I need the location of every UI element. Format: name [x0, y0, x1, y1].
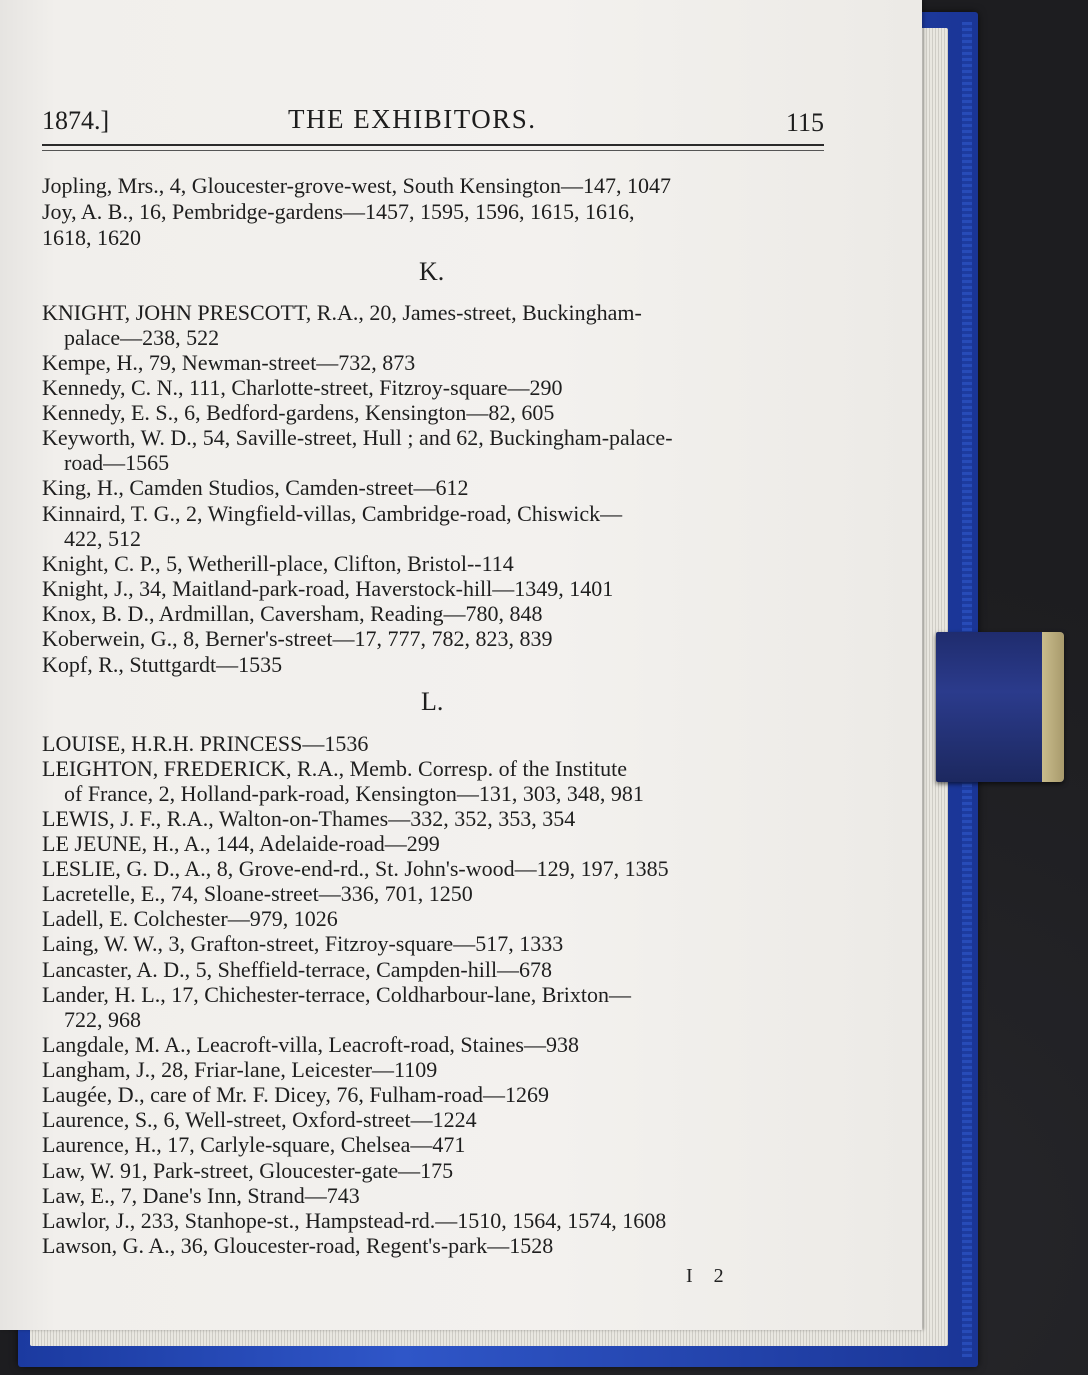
entry: Knox, B. D., Ardmillan, Caversham, Reading—780, 848 — [42, 601, 543, 626]
entry: Lancaster, A. D., 5, Sheffield-terrace, Campden-hill—678 — [42, 957, 553, 982]
entry-continuation: road—1565 — [64, 450, 170, 475]
entry: Joy, A. B., 16, Pembridge-gardens—1457, 1595, 1596, 1615, 1616, — [42, 199, 635, 224]
entry: King, H., Camden Studios, Camden-street—612 — [42, 475, 469, 500]
entry: Kempe, H., 79, Newman-street—732, 873 — [42, 350, 416, 375]
entry: Kennedy, C. N., 111, Charlotte-street, Fitzroy-square—290 — [42, 375, 563, 400]
entry: Kopf, R., Stuttgardt—1535 — [42, 652, 283, 677]
entry: LE JEUNE, H., A., 144, Adelaide-road—299 — [42, 831, 440, 856]
header-year: 1874.] — [42, 106, 110, 135]
entry: LOUISE, H.R.H. PRINCESS—1536 — [42, 731, 369, 756]
entry: Langham, J., 28, Friar-lane, Leicester—1109 — [42, 1057, 438, 1082]
entry: Ladell, E. Colchester—979, 1026 — [42, 906, 338, 931]
entry: Law, E., 7, Dane's Inn, Strand—743 — [42, 1183, 360, 1208]
entry-continuation: palace—238, 522 — [64, 325, 220, 350]
entry: Knight, J., 34, Maitland-park-road, Haverstock-hill—1349, 1401 — [42, 576, 614, 601]
entry: Laurence, H., 17, Carlyle-square, Chelsea—471 — [42, 1132, 466, 1157]
entry: Koberwein, G., 8, Berner's-street—17, 777, 782, 823, 839 — [42, 626, 553, 651]
entry: Jopling, Mrs., 4, Gloucester-grove-west, South Kensington—147, 1047 — [42, 173, 671, 198]
entry: Langdale, M. A., Leacroft-villa, Leacroft-road, Staines—938 — [42, 1032, 579, 1057]
entry: Laing, W. W., 3, Grafton-street, Fitzroy-square—517, 1333 — [42, 931, 564, 956]
entry: Kennedy, E. S., 6, Bedford-gardens, Kensington—82, 605 — [42, 400, 555, 425]
section-letter: K. — [419, 257, 445, 286]
entry: Keyworth, W. D., 54, Saville-street, Hull ; and 62, Buckingham-palace- — [42, 425, 673, 450]
header-title: THE EXHIBITORS. — [288, 104, 537, 134]
bookmark-ribbon[interactable] — [936, 632, 1064, 782]
entry-continuation: 722, 968 — [64, 1007, 141, 1032]
page-number: 115 — [785, 108, 824, 137]
entry: Lawlor, J., 233, Stanhope-st., Hampstead-rd.—1510, 1564, 1574, 1608 — [42, 1208, 667, 1233]
entry: Knight, C. P., 5, Wetherill-place, Clifton, Bristol--114 — [42, 551, 514, 576]
header-rule-thin — [42, 150, 824, 151]
entry-continuation: 422, 512 — [64, 526, 141, 551]
entry: Lander, H. L., 17, Chichester-terrace, Coldharbour-lane, Brixton— — [42, 982, 631, 1007]
entry: LEWIS, J. F., R.A., Walton-on-Thames—332, 352, 353, 354 — [42, 806, 576, 831]
entry: Lacretelle, E., 74, Sloane-street—336, 701, 1250 — [42, 881, 473, 906]
entry: Laugée, D., care of Mr. F. Dicey, 76, Fulham-road—1269 — [42, 1082, 549, 1107]
entry: Lawson, G. A., 36, Gloucester-road, Regent's-park—1528 — [42, 1233, 554, 1258]
entry: LEIGHTON, FREDERICK, R.A., Memb. Corresp. of the Institute — [42, 756, 627, 781]
entry: Kinnaird, T. G., 2, Wingfield-villas, Cambridge-road, Chiswick— — [42, 501, 623, 526]
section-letter: L. — [421, 687, 444, 716]
running-header — [42, 100, 824, 144]
entry: Law, W. 91, Park-street, Gloucester-gate—175 — [42, 1158, 454, 1183]
entry: Laurence, S., 6, Well-street, Oxford-street—1224 — [42, 1107, 477, 1132]
header-rule — [42, 144, 824, 146]
entry: LESLIE, G. D., A., 8, Grove-end-rd., St. John's-wood—129, 197, 1385 — [42, 856, 669, 881]
signature-mark: I 2 — [686, 1265, 732, 1287]
entry-continuation: 1618, 1620 — [42, 225, 141, 250]
entry: KNIGHT, JOHN PRESCOTT, R.A., 20, James-street, Buckingham- — [42, 300, 642, 325]
entry-continuation: of France, 2, Holland-park-road, Kensington—131, 303, 348, 981 — [64, 781, 644, 806]
